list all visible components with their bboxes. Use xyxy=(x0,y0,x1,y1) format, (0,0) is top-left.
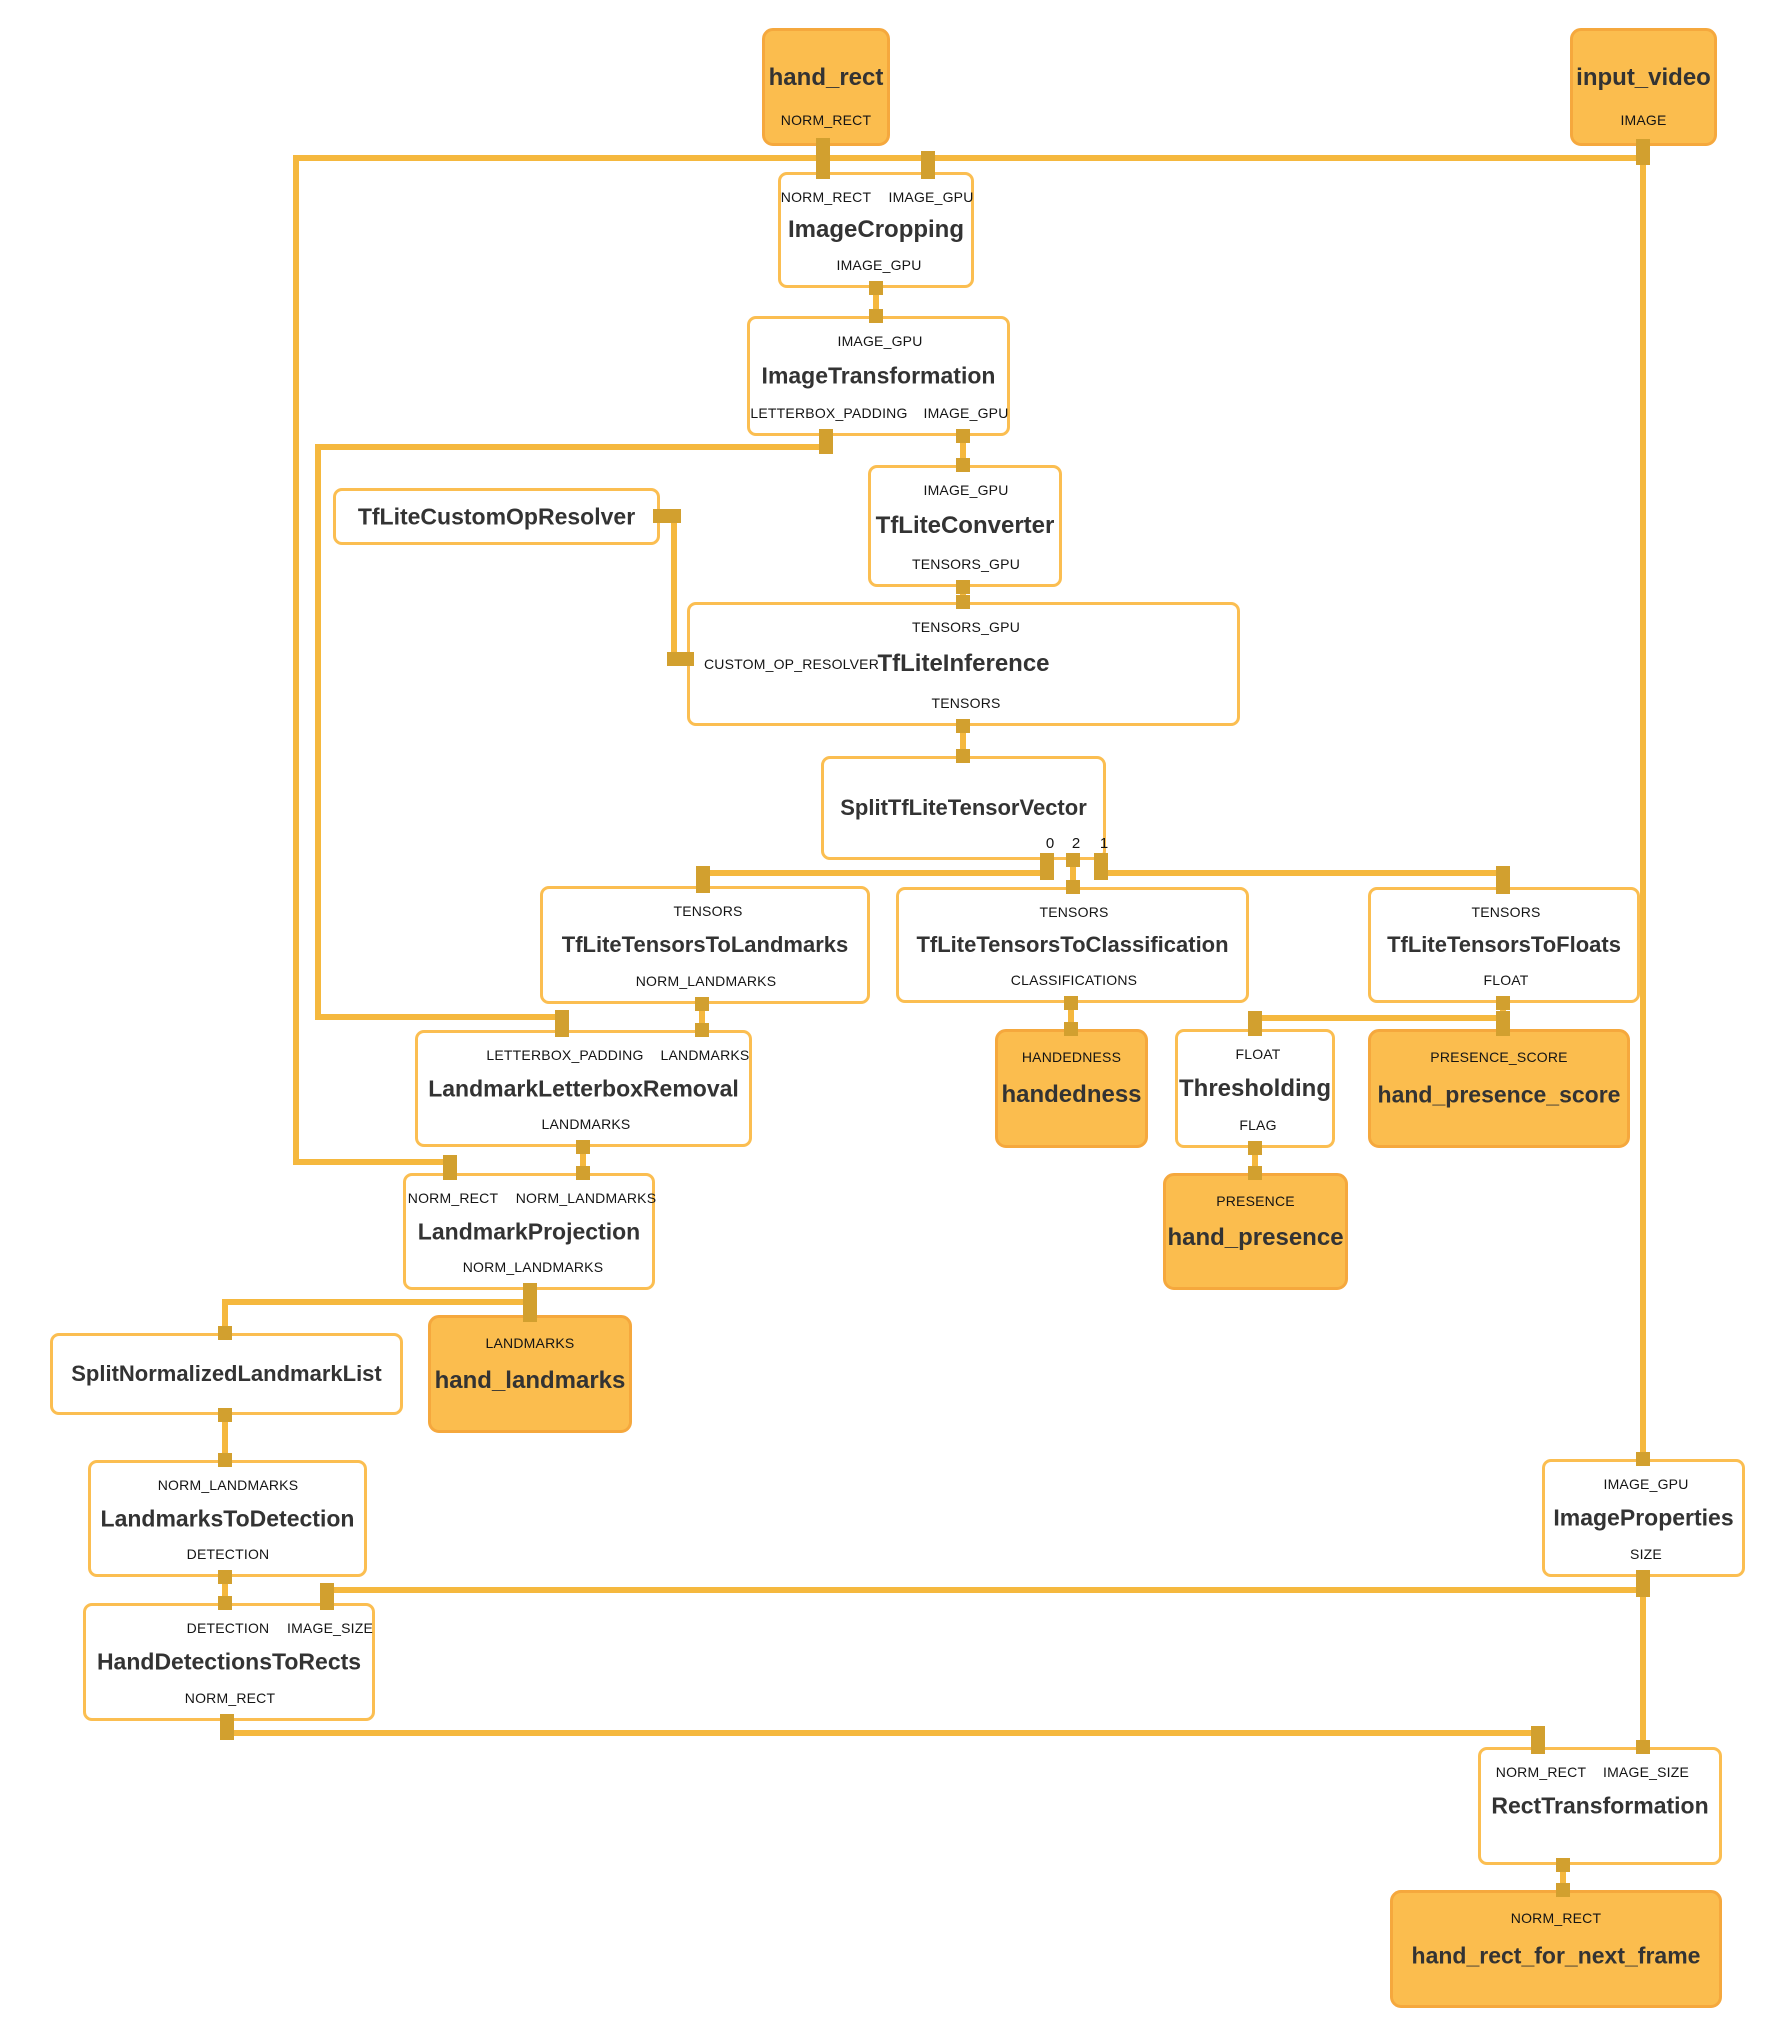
port-label-hand-rect-for-next-frame: NORM_RECT xyxy=(1510,1910,1602,1926)
port-square xyxy=(696,866,710,880)
port-square xyxy=(816,138,830,152)
node-tflite-tensors-to-classification[interactable] xyxy=(896,887,1249,1003)
port-label-norm_landmarks: NORM_LANDMARKS xyxy=(515,1190,657,1206)
port-label-detection: DETECTION xyxy=(186,1620,270,1636)
node-title-tflite-inference: TfLiteInference xyxy=(877,650,1050,677)
port-label-norm_landmarks: NORM_LANDMARKS xyxy=(462,1259,604,1275)
port-square xyxy=(1066,853,1080,867)
node-title-tflite-converter: TfLiteConverter xyxy=(875,512,1055,539)
edge-split-0-to-tflite-tensors-to-landmarks xyxy=(700,870,1050,876)
node-title-handedness: handedness xyxy=(1001,1081,1142,1109)
node-landmark-projection[interactable] xyxy=(403,1173,655,1290)
port-square xyxy=(218,1326,232,1340)
port-square xyxy=(218,1596,232,1610)
port-square xyxy=(667,652,681,666)
port-square xyxy=(1531,1726,1545,1740)
port-square xyxy=(218,1570,232,1584)
port-square xyxy=(1094,866,1108,880)
port-square xyxy=(1636,1452,1650,1466)
port-square xyxy=(1248,1011,1262,1025)
node-hand-detections-to-rects[interactable] xyxy=(83,1603,375,1721)
port-square xyxy=(653,509,667,523)
edge-hand-rect-to-landmark-projection-norm-rect xyxy=(293,155,299,1165)
node-tflite-converter[interactable] xyxy=(868,465,1062,587)
port-square xyxy=(816,165,830,179)
node-title-tflite-custom-op-resolver: TfLiteCustomOpResolver xyxy=(357,503,636,529)
node-image-cropping[interactable] xyxy=(778,172,974,288)
port-square xyxy=(696,879,710,893)
node-title-hand-presence: hand_presence xyxy=(1167,1224,1344,1252)
node-title-tflite-tensors-to-floats: TfLiteTensorsToFloats xyxy=(1387,932,1621,957)
port-square xyxy=(819,440,833,454)
node-image-transformation[interactable] xyxy=(747,316,1010,436)
split-output-index-1: 1 xyxy=(1099,835,1109,852)
port-square xyxy=(816,151,830,165)
node-image-properties[interactable] xyxy=(1542,1459,1745,1577)
port-label-image_gpu: IMAGE_GPU xyxy=(923,405,1009,421)
port-label-image_gpu: IMAGE_GPU xyxy=(888,189,974,205)
port-label-hand-presence: PRESENCE xyxy=(1216,1193,1295,1209)
port-square xyxy=(1531,1740,1545,1754)
node-tflite-inference[interactable] xyxy=(687,602,1240,726)
edge-hand-rect-to-landmark-projection-norm-rect xyxy=(293,1159,453,1165)
port-square xyxy=(956,580,970,594)
port-square xyxy=(869,309,883,323)
port-label-image_gpu: IMAGE_GPU xyxy=(923,482,1009,498)
edge-image-transformation-letterbox-to-landmark-letterbox-removal xyxy=(315,444,829,450)
port-label-tensors: TENSORS xyxy=(931,695,1001,711)
port-square xyxy=(576,1140,590,1154)
edge-split-1-to-tflite-tensors-to-floats xyxy=(1098,870,1506,876)
port-square xyxy=(869,281,883,295)
port-square xyxy=(921,165,935,179)
port-square xyxy=(1636,1583,1650,1597)
node-split-tflite-tensor-vector[interactable] xyxy=(821,756,1109,860)
node-title-tflite-tensors-to-landmarks: TfLiteTensorsToLandmarks xyxy=(561,932,849,957)
port-square xyxy=(320,1596,334,1610)
port-square xyxy=(218,1453,232,1467)
node-title-thresholding: Thresholding xyxy=(1179,1074,1331,1102)
node-title-rect-transformation: RectTransformation xyxy=(1491,1792,1709,1819)
node-hand-rect-for-next-frame[interactable] xyxy=(1390,1890,1722,2008)
port-square xyxy=(1496,880,1510,894)
node-thresholding[interactable] xyxy=(1175,1029,1335,1148)
node-title-image-cropping: ImageCropping xyxy=(787,216,965,243)
split-output-index-0: 0 xyxy=(1045,835,1055,852)
port-square xyxy=(1066,880,1080,894)
node-title-tflite-tensors-to-classification: TfLiteTensorsToClassification xyxy=(916,932,1229,957)
node-handedness[interactable] xyxy=(995,1029,1148,1148)
node-title-landmarks-to-detection: LandmarksToDetection xyxy=(100,1505,355,1531)
port-label-tensors: TENSORS xyxy=(1039,904,1109,920)
port-label-tensors: TENSORS xyxy=(1471,904,1541,920)
port-square xyxy=(1556,1883,1570,1897)
port-square xyxy=(956,429,970,443)
port-square xyxy=(1040,853,1054,867)
port-label-norm_rect: NORM_RECT xyxy=(1495,1764,1587,1780)
edge-image-transformation-letterbox-to-landmark-letterbox-removal xyxy=(315,1014,565,1020)
port-square xyxy=(1496,996,1510,1010)
port-square xyxy=(523,1308,537,1322)
node-tflite-tensors-to-landmarks[interactable] xyxy=(540,886,870,1004)
node-title-split-normalized-landmark-list: SplitNormalizedLandmarkList xyxy=(71,1361,382,1386)
port-label-letterbox_padding: LETTERBOX_PADDING xyxy=(750,405,908,421)
port-square xyxy=(956,719,970,733)
port-label-image_gpu: IMAGE_GPU xyxy=(836,257,922,273)
port-label-image_size: IMAGE_SIZE xyxy=(286,1620,374,1636)
port-square xyxy=(1064,996,1078,1010)
port-square xyxy=(218,1408,232,1422)
port-square xyxy=(576,1166,590,1180)
node-title-landmark-letterbox-removal: LandmarkLetterboxRemoval xyxy=(428,1075,739,1101)
node-landmarks-to-detection[interactable] xyxy=(88,1460,367,1577)
port-square xyxy=(1248,1166,1262,1180)
port-square xyxy=(1064,1022,1078,1036)
node-title-hand-landmarks: hand_landmarks xyxy=(434,1366,626,1394)
port-label-tensors_gpu: TENSORS_GPU xyxy=(912,619,1020,635)
port-label-landmarks: LANDMARKS xyxy=(660,1047,750,1063)
port-square xyxy=(667,509,681,523)
port-square xyxy=(695,1023,709,1037)
node-hand-landmarks[interactable] xyxy=(428,1315,632,1433)
node-hand-presence[interactable] xyxy=(1163,1173,1348,1290)
port-square xyxy=(1636,1740,1650,1754)
port-label-detection: DETECTION xyxy=(186,1546,270,1562)
port-label-norm_rect: NORM_RECT xyxy=(780,189,872,205)
edge-tflite-custom-op-resolver-to-tflite-inference xyxy=(671,513,677,662)
port-label-input-video: IMAGE xyxy=(1620,112,1667,128)
port-label-classifications: CLASSIFICATIONS xyxy=(1010,972,1138,988)
port-square xyxy=(1496,1022,1510,1036)
node-hand-rect[interactable] xyxy=(762,28,890,146)
edge-landmark-projection-to-split-normalized-landmark-list xyxy=(222,1299,533,1305)
port-square xyxy=(220,1726,234,1740)
port-label-norm_landmarks: NORM_LANDMARKS xyxy=(635,973,777,989)
port-label-handedness: HANDEDNESS xyxy=(1021,1049,1122,1065)
edge-image-properties-size-to-hand-detections-to-rects xyxy=(324,1587,1646,1593)
edge-hand-detections-to-rects-to-rect-transformation xyxy=(224,1730,1541,1736)
port-square xyxy=(1636,1570,1650,1584)
port-label-norm_rect: NORM_RECT xyxy=(184,1690,276,1706)
port-label-norm_landmarks: NORM_LANDMARKS xyxy=(157,1477,299,1493)
port-square xyxy=(1636,151,1650,165)
edge-image-transformation-letterbox-to-landmark-letterbox-removal xyxy=(315,444,321,1020)
port-label-hand-rect: NORM_RECT xyxy=(780,112,872,128)
port-label-flag: FLAG xyxy=(1239,1117,1277,1133)
port-label-image_gpu: IMAGE_GPU xyxy=(837,333,923,349)
port-square xyxy=(695,997,709,1011)
node-title-hand-rect-for-next-frame: hand_rect_for_next_frame xyxy=(1411,1942,1701,1969)
node-input-video[interactable] xyxy=(1570,28,1717,146)
port-square xyxy=(320,1583,334,1597)
node-split-normalized-landmark-list[interactable] xyxy=(50,1333,403,1415)
edge-input-video-bus-left xyxy=(820,155,1646,161)
port-label-tensors_gpu: TENSORS_GPU xyxy=(912,556,1020,572)
port-square xyxy=(956,595,970,609)
edge-input-video-to-image-properties xyxy=(1640,143,1646,1462)
port-square xyxy=(443,1155,457,1169)
node-title-split-tflite-tensor-vector: SplitTfLiteTensorVector xyxy=(840,795,1087,820)
port-label-image_gpu: IMAGE_GPU xyxy=(1603,1476,1689,1492)
node-landmark-letterbox-removal[interactable] xyxy=(415,1030,752,1147)
port-label-norm_rect: NORM_RECT xyxy=(407,1190,499,1206)
port-label-tensors: TENSORS xyxy=(673,903,743,919)
node-title-landmark-projection: LandmarkProjection xyxy=(417,1218,641,1244)
node-title-hand-detections-to-rects: HandDetectionsToRects xyxy=(96,1648,362,1675)
node-hand-presence-score[interactable] xyxy=(1368,1029,1630,1148)
port-square xyxy=(956,458,970,472)
port-label-float: FLOAT xyxy=(1483,972,1529,988)
node-title-hand-rect: hand_rect xyxy=(768,64,884,92)
node-title-image-properties: ImageProperties xyxy=(1553,1504,1734,1531)
port-label-float: FLOAT xyxy=(1235,1046,1281,1062)
node-tflite-custom-op-resolver[interactable] xyxy=(333,488,660,545)
edge-hand-rect-to-landmark-projection-norm-rect xyxy=(293,155,826,161)
node-tflite-tensors-to-floats[interactable] xyxy=(1368,887,1640,1003)
port-square xyxy=(555,1010,569,1024)
node-title-input-video: input_video xyxy=(1576,64,1711,92)
port-square xyxy=(523,1295,537,1309)
port-square xyxy=(1496,866,1510,880)
port-label-landmarks: LANDMARKS xyxy=(541,1116,631,1132)
port-label-hand-presence-score: PRESENCE_SCORE xyxy=(1430,1049,1568,1065)
node-title-image-transformation: ImageTransformation xyxy=(761,362,996,389)
port-label-custom_op_resolver: CUSTOM_OP_RESOLVER xyxy=(704,656,880,672)
port-square xyxy=(956,749,970,763)
port-square xyxy=(555,1023,569,1037)
port-label-image_size: IMAGE_SIZE xyxy=(1602,1764,1690,1780)
split-output-index-2: 2 xyxy=(1071,835,1081,852)
edge-image-properties-size-to-rect-transformation xyxy=(1640,1574,1646,1750)
node-title-hand-presence-score: hand_presence_score xyxy=(1377,1081,1621,1108)
port-square xyxy=(1040,866,1054,880)
port-square xyxy=(1248,1141,1262,1155)
node-rect-transformation[interactable] xyxy=(1478,1747,1722,1865)
port-label-size: SIZE xyxy=(1630,1546,1662,1562)
port-square xyxy=(1094,853,1108,867)
port-square xyxy=(921,151,935,165)
port-square xyxy=(680,652,694,666)
port-label-letterbox_padding: LETTERBOX_PADDING xyxy=(486,1047,644,1063)
port-square xyxy=(1556,1858,1570,1872)
port-label-hand-landmarks: LANDMARKS xyxy=(485,1335,575,1351)
edge-floats-to-thresholding xyxy=(1252,1015,1506,1021)
